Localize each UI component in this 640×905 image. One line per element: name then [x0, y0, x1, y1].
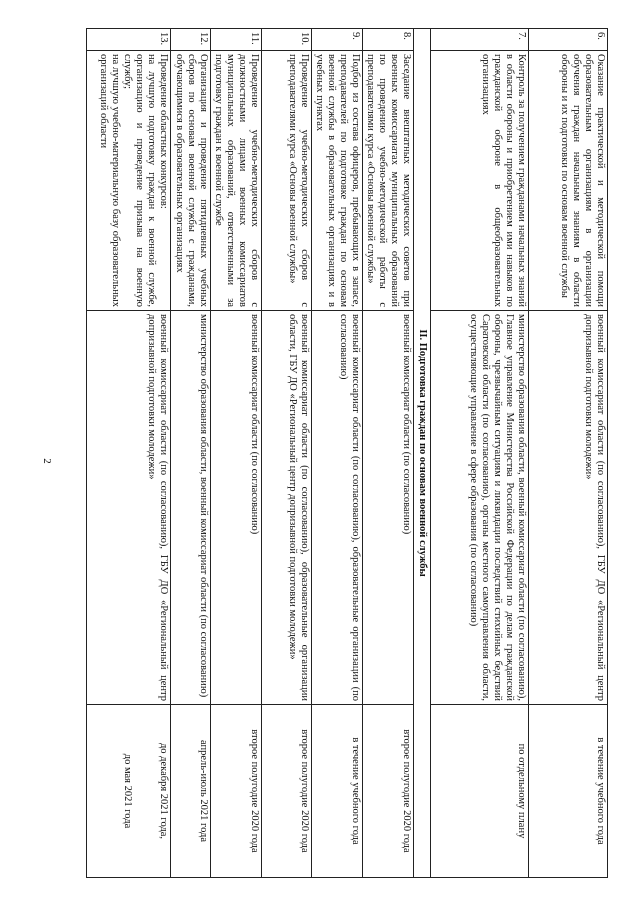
row-number: 9.	[312, 29, 363, 51]
activity-cell: Подбор из состава офицеров, пребывающих в запасе, преподавателей по подготовке граждан по основам военной службы в образовательных организациях и в учебных пунктах	[312, 51, 363, 311]
row-number: 6.	[529, 29, 608, 51]
activity-cell: Оказание практической и методической помощи образовательным организациям в организации обучения граждан начальным знаниям в области обороны и их подготовки по основам военной службы	[529, 51, 608, 311]
table-row	[87, 29, 171, 878]
table-row	[211, 29, 262, 878]
timing-line: до мая 2021 года	[122, 753, 133, 829]
row-number: 11.	[211, 29, 262, 51]
rotated-page	[91, 28, 608, 877]
table-row	[363, 29, 414, 878]
row-number: 13.	[87, 29, 171, 51]
section-title: II. Подготовка граждан по основам военной службы	[414, 29, 431, 878]
timing-cell: второе полугодие 2020 года	[363, 705, 414, 878]
activity-cell: Заседание внештатных методических советов при военных комиссариатах муниципальных образований по проведению учебно-методической работы с преподавателями курса «Основы военной службы»	[363, 51, 414, 311]
table-row	[262, 29, 312, 878]
timing-cell: в течение учебного года	[529, 705, 608, 878]
activity-line: на лучшую учебно-материальную базу образовательных организаций области	[98, 54, 121, 307]
executors-cell: военный комиссариат области (по согласованию), ГБУ ДО «Региональный центр допризывной подготовки молодежи»	[87, 311, 171, 705]
activity-line: на лучшую подготовку граждан к военной службе, организацию и проведение призыва на военную службу;	[122, 54, 157, 307]
timing-cell	[87, 705, 171, 878]
executors-cell: военный комиссариат области (по согласованию)	[211, 311, 262, 705]
timing-cell: по отдельному плану	[431, 705, 529, 878]
table-row	[431, 29, 529, 878]
activity-cell	[87, 51, 171, 311]
executors-cell: военный комиссариат области (по согласованию), образовательные организации (по согласованию)	[312, 311, 363, 705]
table-row	[312, 29, 363, 878]
timing-cell: апрель-июль 2021 года	[171, 705, 211, 878]
table-row	[171, 29, 211, 878]
activity-line: Проведение областных конкурсов:	[158, 54, 169, 209]
timing-line: до декабря 2021 года,	[158, 742, 169, 840]
timing-cell: второе полугодие 2020 года	[211, 705, 262, 878]
row-number: 8.	[363, 29, 414, 51]
plan-table	[86, 28, 608, 878]
section-row	[414, 29, 431, 878]
activity-cell: Проведение учебно-методических сборов с должностными лицами военных комиссариатов муниципальных образований, ответственными за подготовку граждан к военной службе	[211, 51, 262, 311]
activity-cell: Проведение учебно-методических сборов с преподавателями курса «Основы военной службы»	[262, 51, 312, 311]
timing-cell: в течение учебного года	[312, 705, 363, 878]
executors-cell: министерство образования области, военный комиссариат области (по согласованию)	[171, 311, 211, 705]
executors-cell: военный комиссариат области (по согласованию), ГБУ ДО «Региональный центр допризывной подготовки молодежи»	[529, 311, 608, 705]
executors-cell: министерство образования области, военный комиссариат области (по согласованию), Главное управление Министерства Российской Федерации по делам гражданской обороны, чрезвычайным ситуациям и ликвидации последствий стихийных бедствий Саратовской области (по согласованию), органы местного самоуправления области, осуществляющие управление в сфере образования (по согласованию)	[431, 311, 529, 705]
activity-cell: Контроль за получением гражданами начальных знаний в области обороны и приобретением ими навыков по гражданской обороне в общеобразовательных организациях	[431, 51, 529, 311]
activity-cell: Организация и проведение пятидневных учебных сборов по основам военной службы с гражданами, обучающимися в образовательных организациях	[171, 51, 211, 311]
executors-cell: военный комиссариат области (по согласованию)	[363, 311, 414, 705]
timing-cell: второе полугодие 2020 года	[262, 705, 312, 878]
page-number: 2	[40, 458, 53, 464]
row-number: 12.	[171, 29, 211, 51]
executors-cell: военный комиссариат области (по согласованию), образовательные организации области, ГБУ ДО «Региональный центр допризывной подготовки молодежи»	[262, 311, 312, 705]
table-row	[529, 29, 608, 878]
row-number: 10.	[262, 29, 312, 51]
row-number: 7.	[431, 29, 529, 51]
